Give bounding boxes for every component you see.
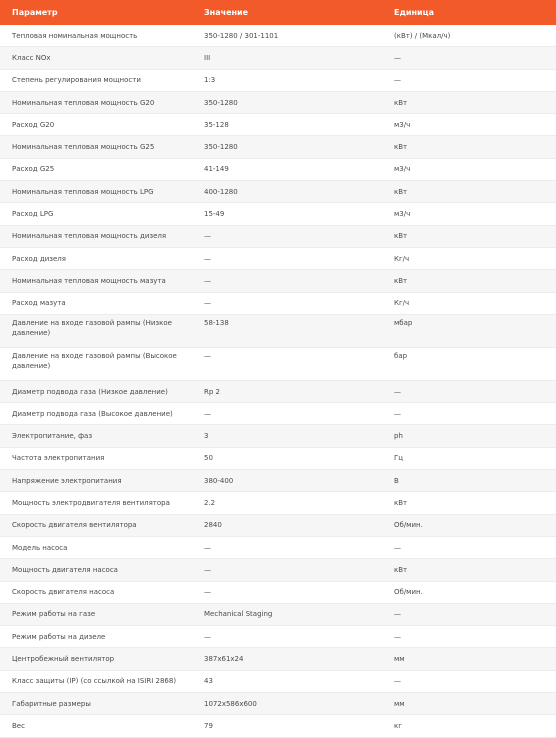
- cell-parameter: Класс защиты (IP) (со ссылкой на ISIRI 2868): [0, 670, 192, 692]
- table-row: [0, 380, 556, 402]
- cell-unit: Кг/ч: [382, 292, 556, 314]
- table-row: [0, 314, 556, 347]
- cell-unit: м3/ч: [382, 158, 556, 180]
- table-row: [0, 69, 556, 91]
- cell-value: 2.2: [192, 492, 382, 514]
- table-row: [0, 581, 556, 603]
- cell-value: 350-1280: [192, 136, 382, 158]
- cell-unit: ph: [382, 425, 556, 447]
- cell-unit: —: [382, 603, 556, 625]
- cell-parameter: Расход G25: [0, 158, 192, 180]
- table-row: [0, 292, 556, 314]
- cell-unit: кВт: [382, 225, 556, 247]
- cell-unit: кг: [382, 715, 556, 737]
- cell-value: —: [192, 559, 382, 581]
- cell-parameter: Номинальная тепловая мощность LPG: [0, 181, 192, 203]
- table-row: [0, 603, 556, 625]
- table-row: [0, 181, 556, 203]
- table-row: [0, 403, 556, 425]
- cell-unit: кВт: [382, 91, 556, 113]
- cell-value: 387x61x24: [192, 648, 382, 670]
- cell-unit: Кг/ч: [382, 247, 556, 269]
- cell-unit: Об/мин.: [382, 514, 556, 536]
- cell-parameter: Расход мазута: [0, 292, 192, 314]
- cell-unit: кВт: [382, 270, 556, 292]
- cell-value: III: [192, 47, 382, 69]
- cell-value: —: [192, 270, 382, 292]
- table-row: [0, 270, 556, 292]
- header-parameter: Параметр: [0, 0, 192, 25]
- cell-unit: —: [382, 403, 556, 425]
- cell-parameter: Скорость двигателя вентилятора: [0, 514, 192, 536]
- cell-unit: —: [382, 69, 556, 91]
- table-row: [0, 470, 556, 492]
- cell-unit: мм: [382, 693, 556, 715]
- table-row: [0, 114, 556, 136]
- cell-unit: —: [382, 626, 556, 648]
- table-row: [0, 536, 556, 558]
- cell-unit: м3/ч: [382, 114, 556, 136]
- cell-parameter: Мощность двигателя насоса: [0, 559, 192, 581]
- table-header: [0, 0, 556, 25]
- cell-unit: кВт: [382, 559, 556, 581]
- table-row: [0, 559, 556, 581]
- cell-unit: (кВт) / (Мкал/ч): [382, 25, 556, 47]
- header-unit: Единица: [382, 0, 556, 25]
- table-row: [0, 693, 556, 715]
- cell-value: —: [192, 626, 382, 648]
- cell-unit: Об/мин.: [382, 581, 556, 603]
- cell-unit: В: [382, 470, 556, 492]
- cell-value: —: [192, 225, 382, 247]
- table-row: [0, 158, 556, 180]
- table-row: [0, 626, 556, 648]
- cell-value: 35-128: [192, 114, 382, 136]
- cell-parameter: Модель насоса: [0, 536, 192, 558]
- cell-parameter: Тепловая номинальная мощность: [0, 25, 192, 47]
- cell-unit: мм: [382, 648, 556, 670]
- cell-unit: кВт: [382, 136, 556, 158]
- cell-parameter: Номинальная тепловая мощность G20: [0, 91, 192, 113]
- cell-value: 1:3: [192, 69, 382, 91]
- table-row: [0, 347, 556, 380]
- table-row: [0, 514, 556, 536]
- cell-parameter: Номинальная тепловая мощность G25: [0, 136, 192, 158]
- cell-parameter: Центробежный вентилятор: [0, 648, 192, 670]
- cell-value: 350-1280: [192, 91, 382, 113]
- cell-unit: кВт: [382, 181, 556, 203]
- cell-value: —: [192, 292, 382, 314]
- cell-value: —: [192, 347, 382, 380]
- cell-parameter: Габаритные размеры: [0, 693, 192, 715]
- table-row: [0, 670, 556, 692]
- cell-value: —: [192, 403, 382, 425]
- cell-unit: м3/ч: [382, 203, 556, 225]
- cell-value: 1072x586x600: [192, 693, 382, 715]
- cell-parameter: Вес: [0, 715, 192, 737]
- cell-value: 79: [192, 715, 382, 737]
- cell-value: 15-49: [192, 203, 382, 225]
- table-row: [0, 47, 556, 69]
- table-row: [0, 203, 556, 225]
- table-row: [0, 247, 556, 269]
- cell-unit: —: [382, 536, 556, 558]
- cell-parameter: Класс NOx: [0, 47, 192, 69]
- cell-parameter: Напряжение электропитания: [0, 470, 192, 492]
- table-row: [0, 225, 556, 247]
- cell-unit: бар: [382, 347, 556, 380]
- cell-unit: кВт: [382, 492, 556, 514]
- cell-value: —: [192, 536, 382, 558]
- cell-unit: Гц: [382, 447, 556, 469]
- cell-value: 43: [192, 670, 382, 692]
- cell-parameter: Номинальная тепловая мощность мазута: [0, 270, 192, 292]
- cell-value: 2840: [192, 514, 382, 536]
- cell-parameter: Режим работы на дизеле: [0, 626, 192, 648]
- table-row: [0, 715, 556, 737]
- cell-parameter: Диаметр подвода газа (Низкое давление): [0, 380, 192, 402]
- header-value: Значение: [192, 0, 382, 25]
- cell-parameter: Диаметр подвода газа (Высокое давление): [0, 403, 192, 425]
- cell-parameter: Расход LPG: [0, 203, 192, 225]
- cell-value: 3: [192, 425, 382, 447]
- cell-value: 50: [192, 447, 382, 469]
- cell-unit: —: [382, 670, 556, 692]
- cell-parameter: Электропитание, фаз: [0, 425, 192, 447]
- cell-parameter: Давление на входе газовой рампы (Низкое давление): [0, 314, 192, 347]
- cell-value: 41-149: [192, 158, 382, 180]
- header-row: [0, 0, 556, 25]
- table-row: [0, 91, 556, 113]
- cell-parameter: Расход G20: [0, 114, 192, 136]
- cell-unit: мбар: [382, 314, 556, 347]
- cell-parameter: Давление на входе газовой рампы (Высокое давление): [0, 347, 192, 380]
- cell-parameter: Частота электропитания: [0, 447, 192, 469]
- cell-unit: —: [382, 380, 556, 402]
- cell-parameter: Степень регулирования мощности: [0, 69, 192, 91]
- table-row: [0, 425, 556, 447]
- cell-unit: —: [382, 47, 556, 69]
- cell-value: 380-400: [192, 470, 382, 492]
- table-row: [0, 492, 556, 514]
- cell-value: 400-1280: [192, 181, 382, 203]
- table-row: [0, 25, 556, 47]
- cell-value: 58-138: [192, 314, 382, 347]
- table-row: [0, 447, 556, 469]
- table-row: [0, 136, 556, 158]
- cell-parameter: Режим работы на газе: [0, 603, 192, 625]
- cell-value: —: [192, 247, 382, 269]
- cell-value: Rp 2: [192, 380, 382, 402]
- table-row: [0, 648, 556, 670]
- cell-parameter: Расход дизеля: [0, 247, 192, 269]
- cell-parameter: Номинальная тепловая мощность дизеля: [0, 225, 192, 247]
- table-body: [0, 25, 556, 737]
- cell-value: Mechanical Staging: [192, 603, 382, 625]
- cell-value: —: [192, 581, 382, 603]
- cell-value: 350-1280 / 301-1101: [192, 25, 382, 47]
- cell-parameter: Скорость двигателя насоса: [0, 581, 192, 603]
- cell-parameter: Мощность электродвигателя вентилятора: [0, 492, 192, 514]
